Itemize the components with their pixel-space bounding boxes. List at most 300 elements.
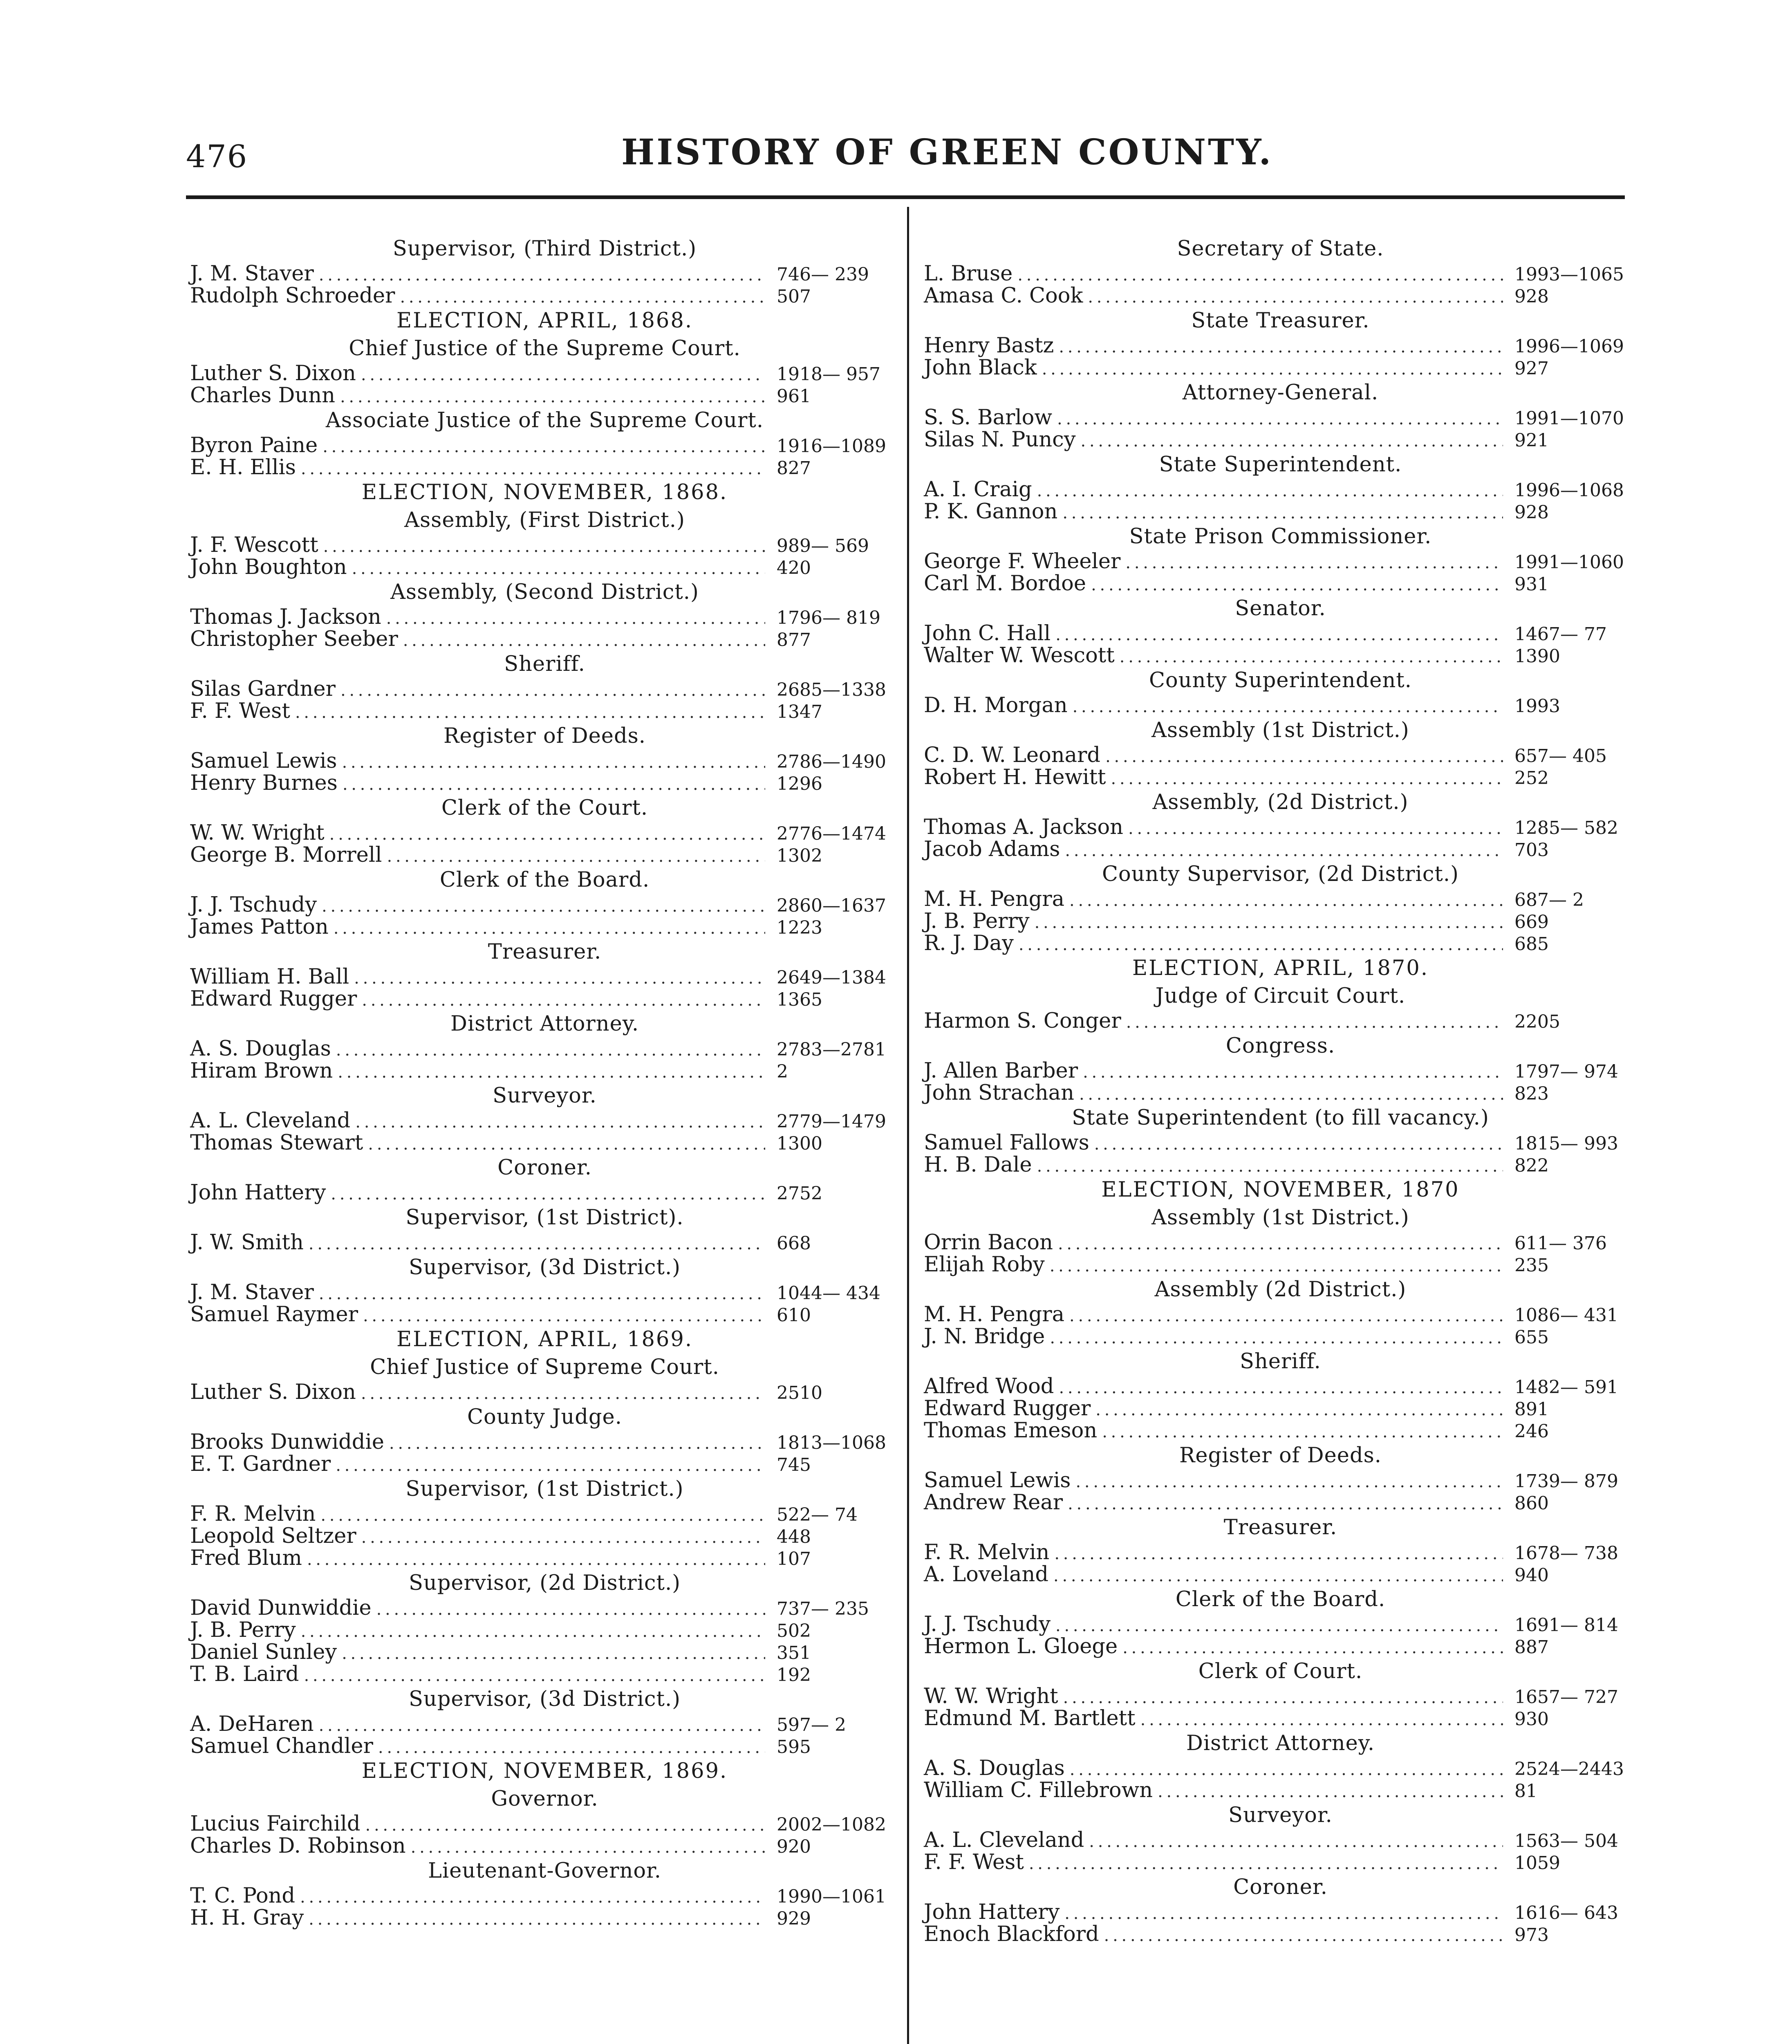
dot-leader <box>295 700 765 724</box>
candidate-name: J. J. Tschudy <box>190 893 317 917</box>
office-heading: Sheriff. <box>1240 1349 1321 1374</box>
candidate-row <box>924 910 1637 932</box>
dot-leader <box>352 556 765 580</box>
dot-leader <box>1088 285 1503 308</box>
candidate-name: Byron Paine <box>190 433 318 457</box>
vote-count: 1996—1069 <box>1514 336 1624 357</box>
candidate-name: Edmund M. Bartlett <box>924 1706 1136 1730</box>
vote-count: 746— 239 <box>777 264 869 285</box>
candidate-row <box>924 932 1637 955</box>
dot-leader <box>1059 1376 1503 1399</box>
candidate-name: J. B. Perry <box>924 909 1030 933</box>
candidate-name: John Hattery <box>924 1900 1060 1924</box>
vote-count: 827 <box>777 458 811 479</box>
vote-count: 1296 <box>777 773 822 794</box>
office-heading: District Attorney. <box>450 1012 639 1036</box>
dot-leader <box>334 916 765 939</box>
vote-count: 1691— 814 <box>1514 1615 1618 1636</box>
vote-count: 351 <box>777 1643 811 1663</box>
dot-leader <box>1064 1901 1503 1925</box>
candidate-name: Christopher Seeber <box>190 627 398 651</box>
office-heading: State Treasurer. <box>1191 309 1370 333</box>
dot-leader <box>361 1525 765 1549</box>
dot-leader <box>411 1835 765 1858</box>
page-title: HISTORY OF GREEN COUNTY. <box>621 132 1273 173</box>
candidate-row <box>190 1232 899 1254</box>
candidate-row <box>190 1907 899 1929</box>
candidate-row <box>190 1453 899 1475</box>
candidate-row <box>190 435 899 457</box>
candidate-row <box>190 1038 899 1060</box>
candidate-name: J. B. Perry <box>190 1618 296 1642</box>
vote-count: 823 <box>1514 1083 1549 1104</box>
candidate-row <box>190 263 899 285</box>
office-heading: Clerk of the Court. <box>441 796 648 820</box>
dot-leader <box>1058 1232 1503 1255</box>
vote-count: 1739— 879 <box>1514 1471 1618 1492</box>
candidate-row <box>190 1132 899 1154</box>
candidate-row <box>924 1614 1637 1636</box>
dot-leader <box>1070 1757 1503 1781</box>
candidate-name: Elijah Roby <box>924 1253 1045 1277</box>
vote-count: 655 <box>1514 1327 1549 1348</box>
candidate-name: Carl M. Bordoe <box>924 572 1086 596</box>
candidate-name: George B. Morrell <box>190 843 382 867</box>
vote-count: 2002—1082 <box>777 1814 886 1835</box>
office-heading: Register of Deeds. <box>1179 1443 1382 1468</box>
candidate-name: Walter W. Wescott <box>924 643 1115 668</box>
office-heading: Supervisor, (2d District.) <box>408 1571 681 1595</box>
candidate-name: Luther S. Dixon <box>190 361 356 385</box>
candidate-name: Hiram Brown <box>190 1059 333 1083</box>
dot-leader <box>1035 910 1503 934</box>
candidate-name: Hermon L. Gloege <box>924 1634 1118 1659</box>
office-heading: Supervisor, (3d District.) <box>408 1687 681 1711</box>
candidate-row <box>924 429 1637 451</box>
candidate-name: Charles D. Robinson <box>190 1834 406 1858</box>
candidate-row <box>924 1757 1637 1780</box>
candidate-row <box>190 457 899 479</box>
candidate-row <box>190 1547 899 1569</box>
office-heading: Assembly (1st District.) <box>1151 718 1409 742</box>
candidate-name: Robert H. Hewitt <box>924 765 1106 789</box>
vote-count: 687— 2 <box>1514 890 1584 910</box>
vote-count: 192 <box>777 1665 811 1685</box>
vote-count: 1223 <box>777 917 822 938</box>
vote-count: 1482— 591 <box>1514 1377 1618 1398</box>
dot-leader <box>331 1182 765 1205</box>
candidate-name: Samuel Chandler <box>190 1734 373 1758</box>
candidate-row <box>924 888 1637 910</box>
candidate-row <box>924 1420 1637 1442</box>
office-heading: Clerk of the Board. <box>439 868 650 892</box>
vote-count: 2524—2443 <box>1514 1759 1624 1780</box>
candidate-name: John Black <box>924 356 1037 380</box>
candidate-name: Silas N. Puncy <box>924 428 1076 452</box>
candidate-name: T. B. Laird <box>190 1662 299 1686</box>
candidate-row <box>924 1398 1637 1420</box>
candidate-row <box>190 700 899 722</box>
candidate-name: Brooks Dunwiddie <box>190 1430 384 1454</box>
vote-count: 1991—1070 <box>1514 408 1624 429</box>
vote-count: 921 <box>1514 430 1549 451</box>
dot-leader <box>1017 263 1503 286</box>
candidate-row <box>924 357 1637 379</box>
office-heading: Coroner. <box>1233 1875 1328 1899</box>
election-heading: ELECTION, NOVEMBER, 1868. <box>361 480 728 504</box>
dot-leader <box>1126 1010 1503 1033</box>
vote-count: 1302 <box>777 845 822 866</box>
vote-count: 989— 569 <box>777 536 869 556</box>
office-heading: Surveyor. <box>1228 1803 1333 1827</box>
candidate-name: Amasa C. Cook <box>924 284 1083 308</box>
vote-count: 1657— 727 <box>1514 1687 1618 1708</box>
candidate-row <box>190 1525 899 1547</box>
candidate-name: A. I. Craig <box>924 477 1032 502</box>
dot-leader <box>319 1282 765 1305</box>
candidate-row <box>190 1641 899 1663</box>
candidate-name: T. C. Pond <box>190 1884 296 1908</box>
candidate-row <box>190 678 899 700</box>
vote-count: 81 <box>1514 1781 1537 1802</box>
candidate-name: A. L. Cleveland <box>924 1828 1084 1852</box>
candidate-row <box>190 1381 899 1403</box>
candidate-row <box>924 1851 1637 1874</box>
office-heading: Supervisor, (3d District.) <box>408 1255 681 1280</box>
candidate-name: P. K. Gannon <box>924 500 1058 524</box>
dot-leader <box>355 1110 765 1133</box>
vote-count: 2860—1637 <box>777 895 886 916</box>
candidate-name: Fred Blum <box>190 1546 302 1570</box>
dot-leader <box>1083 1060 1503 1083</box>
dot-leader <box>1125 551 1503 574</box>
vote-count: 1390 <box>1514 646 1560 667</box>
dot-leader <box>1050 1254 1503 1277</box>
election-heading: ELECTION, APRIL, 1868. <box>396 309 693 333</box>
candidate-name: R. J. Day <box>924 931 1014 955</box>
vote-count: 107 <box>777 1549 811 1569</box>
dot-leader <box>1059 335 1503 358</box>
candidate-row <box>924 1326 1637 1348</box>
candidate-name: A. Loveland <box>924 1562 1049 1587</box>
vote-count: 927 <box>1514 358 1549 379</box>
office-heading: Register of Deeds. <box>443 724 646 748</box>
office-heading: Lieutenant-Governor. <box>428 1859 662 1883</box>
vote-count: 507 <box>777 286 811 307</box>
candidate-name: William H. Ball <box>190 965 349 989</box>
candidate-row <box>924 816 1637 838</box>
vote-count: 2 <box>777 1061 788 1082</box>
candidate-row <box>190 1431 899 1453</box>
vote-count: 252 <box>1514 768 1549 789</box>
left-column <box>190 235 899 1929</box>
candidate-row <box>190 628 899 650</box>
office-heading: Senator. <box>1235 596 1326 621</box>
candidate-row <box>924 1010 1637 1032</box>
candidate-name: L. Bruse <box>924 262 1013 286</box>
page-number: 476 <box>186 138 248 175</box>
vote-count: 2205 <box>1514 1011 1560 1032</box>
vote-count: 822 <box>1514 1155 1549 1176</box>
candidate-name: J. J. Tschudy <box>924 1612 1051 1636</box>
candidate-name: David Dunwiddie <box>190 1596 372 1620</box>
candidate-row <box>190 750 899 772</box>
candidate-name: Alfred Wood <box>924 1374 1054 1399</box>
dot-leader <box>329 822 765 845</box>
candidate-name: Daniel Sunley <box>190 1640 337 1664</box>
candidate-name: Thomas J. Jackson <box>190 605 381 629</box>
dot-leader <box>1063 1685 1503 1709</box>
column-divider <box>907 207 909 2044</box>
candidate-row <box>924 1492 1637 1514</box>
dot-leader <box>309 1907 765 1930</box>
dot-leader <box>1102 1420 1503 1443</box>
dot-leader <box>304 1663 765 1687</box>
office-heading: Assembly (2d District.) <box>1154 1278 1407 1302</box>
candidate-name: Rudolph Schroeder <box>190 284 395 308</box>
candidate-row <box>190 1110 899 1132</box>
office-heading: Surveyor. <box>493 1084 597 1108</box>
candidate-row <box>190 363 899 385</box>
dot-leader <box>365 1813 765 1836</box>
candidate-row <box>924 695 1637 717</box>
vote-count: 669 <box>1514 912 1549 932</box>
candidate-name: Samuel Fallows <box>924 1131 1089 1155</box>
candidate-row <box>190 1813 899 1835</box>
candidate-row <box>190 966 899 988</box>
candidate-row <box>190 1060 899 1082</box>
dot-leader <box>323 534 765 558</box>
dot-leader <box>368 1132 765 1155</box>
dot-leader <box>362 988 765 1011</box>
dot-leader <box>387 844 765 867</box>
office-heading: State Prison Commissioner. <box>1129 524 1432 549</box>
candidate-name: J. F. Wescott <box>190 533 318 557</box>
vote-count: 522— 74 <box>777 1504 858 1525</box>
vote-count: 1990—1061 <box>777 1886 886 1907</box>
candidate-row <box>924 1254 1637 1276</box>
candidate-name: Samuel Lewis <box>924 1468 1071 1493</box>
vote-count: 920 <box>777 1836 811 1857</box>
vote-count: 745 <box>777 1455 811 1475</box>
dot-leader <box>1089 1829 1503 1853</box>
dot-leader <box>376 1597 765 1620</box>
dot-leader <box>1140 1708 1503 1731</box>
candidate-name: F. F. West <box>190 699 290 723</box>
candidate-name: William C. Fillebrown <box>924 1778 1153 1802</box>
candidate-name: M. H. Pengra <box>924 887 1065 911</box>
vote-count: 930 <box>1514 1709 1549 1730</box>
dot-leader <box>1054 1542 1503 1565</box>
election-heading: ELECTION, NOVEMBER, 1869. <box>361 1759 728 1783</box>
dot-leader <box>1053 1564 1503 1587</box>
office-heading: Assembly, (2d District.) <box>1152 790 1409 814</box>
candidate-row <box>924 501 1637 523</box>
candidate-row <box>190 1663 899 1685</box>
candidate-row <box>190 1713 899 1735</box>
candidate-name: Edward Rugger <box>190 987 357 1011</box>
dot-leader <box>1037 479 1503 502</box>
candidate-row <box>924 623 1637 645</box>
dot-leader <box>1055 1614 1503 1637</box>
dot-leader <box>1050 1326 1503 1349</box>
candidate-row <box>924 766 1637 789</box>
vote-count: 860 <box>1514 1493 1549 1514</box>
office-heading: Sheriff. <box>504 652 585 676</box>
vote-count: 1796— 819 <box>777 607 880 628</box>
dot-leader <box>319 1713 765 1737</box>
candidate-name: F. R. Melvin <box>190 1502 316 1526</box>
candidate-name: D. H. Morgan <box>924 693 1068 717</box>
candidate-name: Thomas A. Jackson <box>924 815 1124 839</box>
candidate-row <box>190 1182 899 1204</box>
dot-leader <box>343 772 765 796</box>
vote-count: 2783—2781 <box>777 1039 886 1060</box>
candidate-row <box>190 1304 899 1326</box>
vote-count: 1086— 431 <box>1514 1305 1618 1326</box>
vote-count: 1365 <box>777 989 822 1010</box>
dot-leader <box>301 1619 765 1643</box>
candidate-name: Leopold Seltzer <box>190 1524 356 1548</box>
candidate-row <box>190 1885 899 1907</box>
dot-leader <box>1104 1923 1503 1947</box>
office-heading: County Judge. <box>467 1405 622 1429</box>
candidate-name: J. M. Staver <box>190 262 314 286</box>
candidate-name: George F. Wheeler <box>924 549 1121 574</box>
candidate-name: Lucius Fairchild <box>190 1812 361 1836</box>
vote-count: 1797— 974 <box>1514 1061 1618 1082</box>
candidate-name: James Patton <box>190 915 329 939</box>
dot-leader <box>389 1431 765 1455</box>
dot-leader <box>336 1038 765 1061</box>
office-heading: Assembly (1st District.) <box>1151 1206 1409 1230</box>
dot-leader <box>403 628 765 652</box>
dot-leader <box>400 285 765 308</box>
vote-count: 610 <box>777 1305 811 1326</box>
candidate-row <box>924 744 1637 766</box>
candidate-name: Harmon S. Conger <box>924 1009 1121 1033</box>
vote-count: 420 <box>777 558 811 578</box>
dot-leader <box>342 750 765 773</box>
candidate-row <box>924 1708 1637 1730</box>
candidate-row <box>190 1597 899 1619</box>
candidate-name: Samuel Lewis <box>190 749 337 773</box>
dot-leader <box>354 966 765 989</box>
election-heading: ELECTION, APRIL, 1870. <box>1132 956 1429 980</box>
candidate-row <box>924 1564 1637 1586</box>
vote-count: 961 <box>777 386 811 407</box>
office-heading: County Superintendent. <box>1149 668 1412 693</box>
vote-count: 1916—1089 <box>777 436 886 457</box>
candidate-name: Thomas Emeson <box>924 1419 1098 1443</box>
vote-count: 1347 <box>777 702 822 722</box>
dot-leader <box>361 363 765 386</box>
vote-count: 2786—1490 <box>777 751 886 772</box>
candidate-row <box>924 1232 1637 1254</box>
candidate-row <box>924 1542 1637 1564</box>
dot-leader <box>1057 407 1503 430</box>
vote-count: 2779—1479 <box>777 1111 886 1132</box>
vote-count: 1815— 993 <box>1514 1133 1618 1154</box>
candidate-row <box>190 1835 899 1857</box>
candidate-row <box>190 772 899 794</box>
candidate-name: H. H. Gray <box>190 1906 304 1930</box>
candidate-name: A. S. Douglas <box>190 1037 331 1061</box>
office-heading: Treasurer. <box>1223 1515 1337 1540</box>
candidate-name: M. H. Pengra <box>924 1302 1065 1327</box>
candidate-name: J. Allen Barber <box>924 1059 1078 1083</box>
dot-leader <box>1055 623 1503 646</box>
vote-count: 891 <box>1514 1399 1549 1420</box>
candidate-row <box>190 285 899 307</box>
vote-count: 1813—1068 <box>777 1432 886 1453</box>
office-heading: Treasurer. <box>488 940 602 964</box>
candidate-row <box>924 1829 1637 1851</box>
dot-leader <box>1065 838 1503 862</box>
dot-leader <box>338 1060 765 1083</box>
dot-leader <box>1069 888 1503 912</box>
dot-leader <box>1111 766 1503 790</box>
candidate-row <box>924 1685 1637 1708</box>
candidate-name: J. M. Staver <box>190 1280 314 1304</box>
candidate-row <box>924 1923 1637 1945</box>
candidate-row <box>190 556 899 578</box>
candidate-row <box>924 285 1637 307</box>
candidate-name: John Hattery <box>190 1181 326 1205</box>
dot-leader <box>319 263 765 286</box>
header-rule <box>186 195 1625 199</box>
office-heading: Assembly, (First District.) <box>404 508 685 532</box>
candidate-row <box>190 844 899 866</box>
candidate-row <box>924 1780 1637 1802</box>
dot-leader <box>1073 695 1503 718</box>
vote-count: 611— 376 <box>1514 1233 1607 1254</box>
dot-leader <box>336 1453 765 1477</box>
vote-count: 1300 <box>777 1133 822 1154</box>
candidate-row <box>190 822 899 844</box>
candidate-row <box>190 988 899 1010</box>
office-heading: Assembly, (Second District.) <box>390 580 699 604</box>
vote-count: 737— 235 <box>777 1598 869 1619</box>
vote-count: 668 <box>777 1233 811 1254</box>
candidate-row <box>924 645 1637 667</box>
vote-count: 1993—1065 <box>1514 264 1624 285</box>
office-heading: Supervisor, (Third District.) <box>392 237 697 261</box>
vote-count: 2685—1338 <box>777 679 886 700</box>
vote-count: 1059 <box>1514 1853 1560 1874</box>
dot-leader <box>1079 1082 1503 1105</box>
dot-leader <box>1081 429 1503 452</box>
candidate-name: John Strachan <box>924 1081 1074 1105</box>
dot-leader <box>1068 1492 1503 1515</box>
office-heading: Congress. <box>1225 1034 1335 1058</box>
dot-leader <box>1029 1851 1503 1875</box>
candidate-name: C. D. W. Leonard <box>924 743 1101 767</box>
candidate-row <box>190 1503 899 1525</box>
candidate-name: J. N. Bridge <box>924 1325 1045 1349</box>
dot-leader <box>1069 1304 1503 1327</box>
candidate-name: A. S. Douglas <box>924 1756 1065 1780</box>
candidate-name: John C. Hall <box>924 621 1051 645</box>
candidate-name: Thomas Stewart <box>190 1131 363 1155</box>
candidate-row <box>924 263 1637 285</box>
vote-count: 1996—1068 <box>1514 480 1624 501</box>
candidate-name: Henry Bastz <box>924 334 1054 358</box>
vote-count: 246 <box>1514 1421 1549 1442</box>
candidate-row <box>190 1619 899 1641</box>
candidate-row <box>924 838 1637 861</box>
candidate-name: Orrin Bacon <box>924 1230 1053 1255</box>
